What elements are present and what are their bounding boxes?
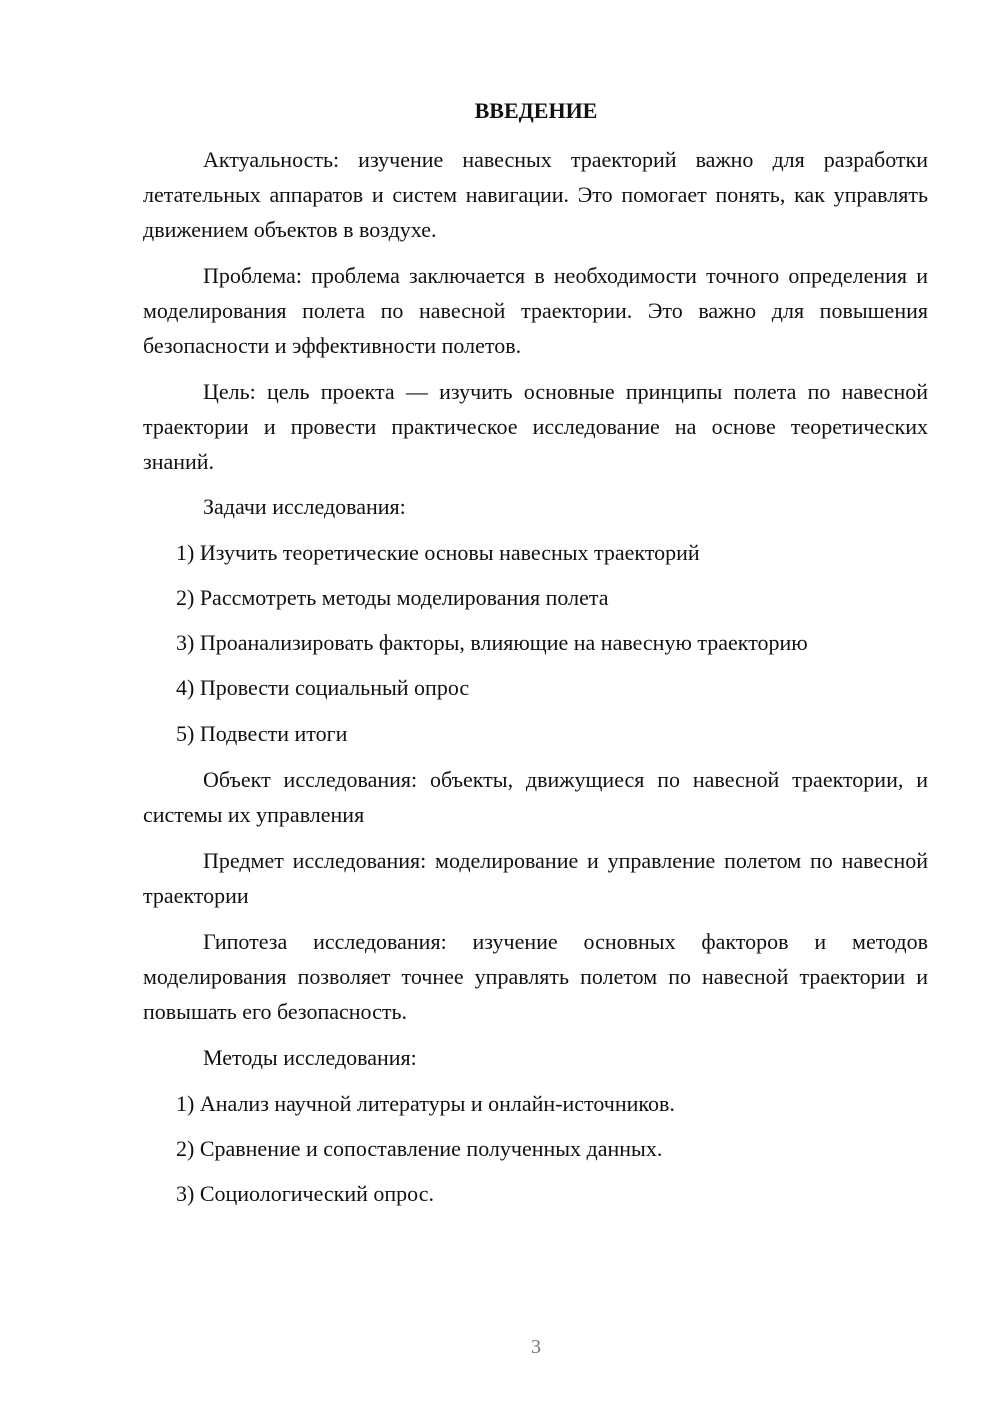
goal-paragraph: Цель: цель проекта — изучить основные принципы полета по навесной траектории и провести практическое исследование на основе теоретических знаний.: [143, 379, 928, 474]
method-item: 3) Социологический опрос.: [176, 1181, 434, 1206]
page-title: ВВЕДЕНИЕ: [474, 98, 598, 123]
problem-paragraph: Проблема: проблема заключается в необходимости точного определения и моделирования полета по навесной траектории. Это важно для повышения безопасности и эффективности полетов.: [143, 263, 928, 358]
task-item: 4) Провести социальный опрос: [176, 675, 470, 700]
task-item: 1) Изучить теоретические основы навесных траекторий: [176, 540, 700, 565]
task-item: 2) Рассмотреть методы моделирования полета: [176, 585, 609, 610]
object-paragraph: Объект исследования: объекты, движущиеся по навесной траектории, и системы их управления: [143, 767, 928, 827]
methods-heading: Методы исследования:: [203, 1045, 417, 1070]
relevance-paragraph: Актуальность: изучение навесных траекторий важно для разработки летательных аппаратов и систем навигации. Это помогает понять, как управлять движением объектов в воздухе.: [143, 147, 928, 242]
method-item: 2) Сравнение и сопоставление полученных данных.: [176, 1136, 663, 1161]
task-item: 5) Подвести итоги: [176, 721, 348, 746]
method-item: 1) Анализ научной литературы и онлайн-источников.: [176, 1091, 675, 1116]
hypothesis-paragraph: Гипотеза исследования: изучение основных факторов и методов моделирования позволяет точнее управлять полетом по навесной траектории и повышать его безопасность.: [143, 929, 928, 1024]
tasks-heading: Задачи исследования:: [203, 494, 406, 519]
subject-paragraph: Предмет исследования: моделирование и управление полетом по навесной траектории: [143, 848, 928, 908]
page-number: 3: [531, 1336, 541, 1358]
task-item: 3) Проанализировать факторы, влияющие на навесную траекторию: [176, 630, 808, 655]
